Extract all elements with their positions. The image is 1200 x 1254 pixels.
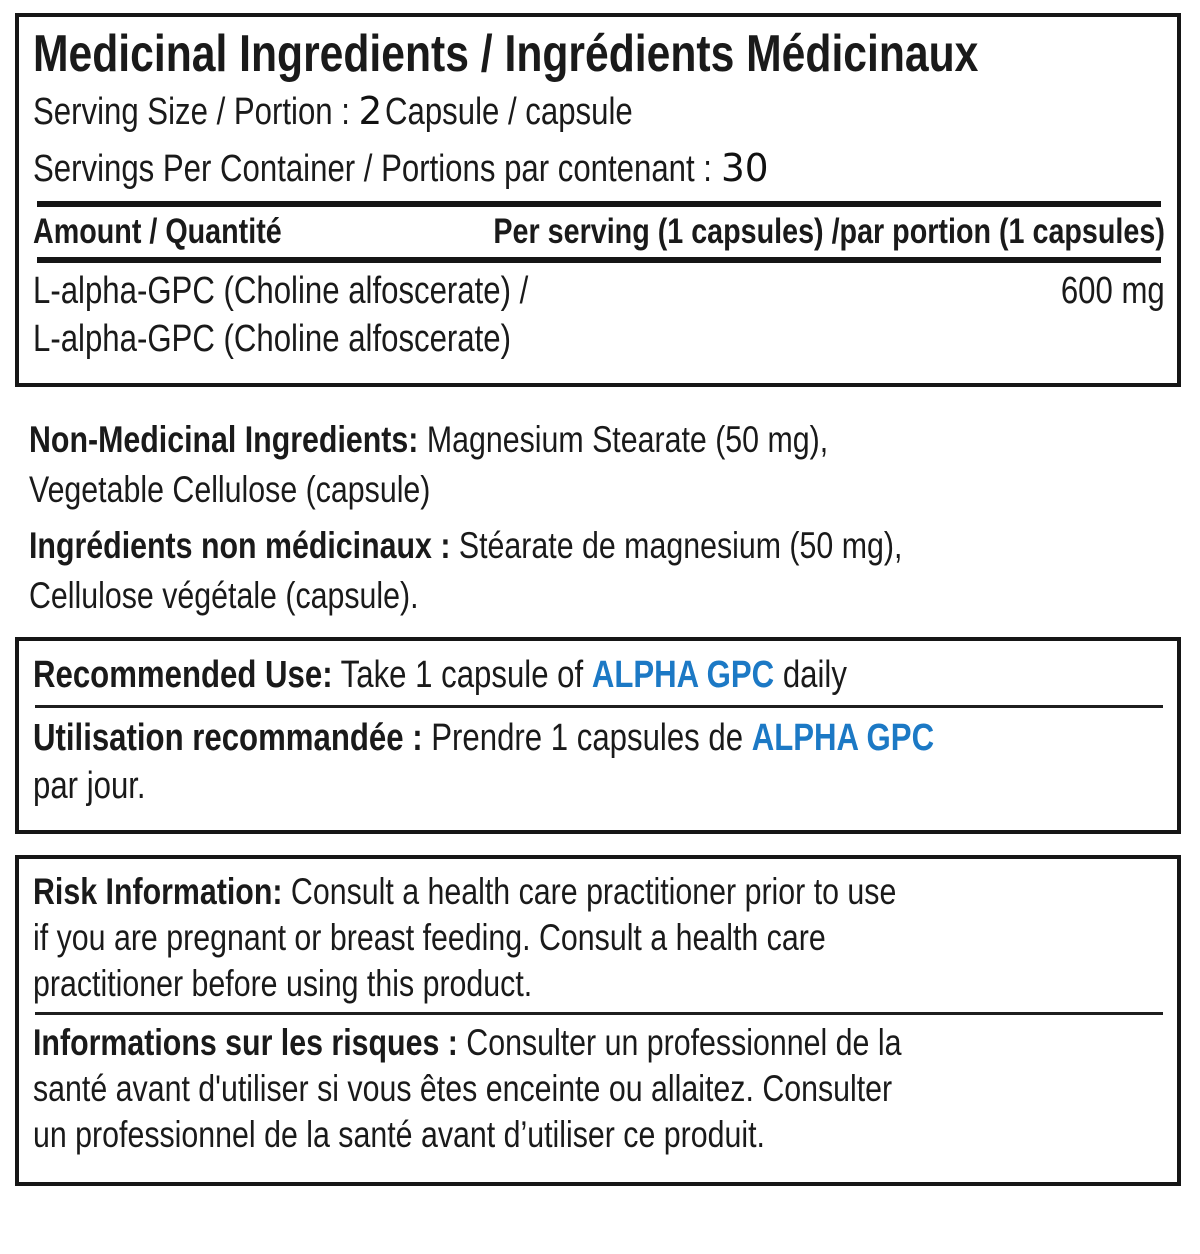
per-serving-header: Per serving (1 capsules) /par portion (1 capsules) <box>493 212 1165 251</box>
recommended-use-fr-line1 <box>33 714 1165 762</box>
non-medicinal-en-text2: Vegetable Cellulose (capsule) <box>29 469 431 510</box>
non-medicinal-fr-line1 <box>29 521 1181 571</box>
risk-fr-line3 <box>33 1112 1165 1158</box>
ingredient-name-line1: L-alpha-GPC (Choline alfoscerate) / <box>33 270 529 312</box>
risk-information-panel <box>15 855 1181 1186</box>
non-medicinal-en-line1 <box>29 415 1181 465</box>
brand-name-fr: ALPHA GPC <box>751 717 935 759</box>
non-medicinal-fr-label: Ingrédients non médicinaux : <box>29 525 451 566</box>
ingredient-row-line2 <box>33 315 1165 363</box>
risk-en-text1: Consult a health care practitioner prior to use <box>282 871 897 912</box>
risk-en-text2: if you are pregnant or breast feeding. Consult a health care <box>33 917 826 958</box>
ingredient-name-line2: L-alpha-GPC (Choline alfoscerate) <box>33 318 512 360</box>
risk-en-line2 <box>33 915 1165 961</box>
ingredient-amount: 600 mg <box>1061 270 1165 312</box>
medicinal-ingredients-panel <box>15 13 1181 387</box>
risk-fr-text1: Consulter un professionnel de la <box>457 1022 902 1063</box>
recommended-use-en-text-after: daily <box>774 654 847 696</box>
serving-size-unit: Capsule / capsule <box>384 91 633 133</box>
non-medicinal-en-label: Non-Medicinal Ingredients: <box>29 419 419 460</box>
serving-size-value: 2 <box>358 89 383 133</box>
recommended-use-en-line <box>33 651 1165 699</box>
panel-title <box>33 25 1165 83</box>
panel-title-text: Medicinal Ingredients / Ingrédients Médicinaux <box>33 25 979 83</box>
non-medicinal-section <box>15 415 1181 621</box>
table-rule-top <box>37 201 1161 207</box>
recommended-use-fr-line2 <box>33 762 1165 810</box>
risk-en-label: Risk Information: <box>33 871 283 912</box>
serving-size-line <box>33 83 1165 140</box>
non-medicinal-fr-text: Stéarate de magnesium (50 mg), <box>450 525 903 566</box>
non-medicinal-fr-line2 <box>29 571 1181 621</box>
risk-en-text3: practitioner before using this product. <box>33 963 533 1004</box>
risk-en-line3 <box>33 961 1165 1007</box>
risk-fr-text3: un professionnel de la santé avant d’utiliser ce produit. <box>33 1114 765 1155</box>
servings-per-container-label: Servings Per Container / Portions par contenant : <box>33 148 721 190</box>
risk-fr-text2: santé avant d'utiliser si vous êtes enceinte ou allaitez. Consulter <box>33 1068 893 1109</box>
non-medicinal-en-text: Magnesium Stearate (50 mg), <box>418 419 829 460</box>
servings-per-container-value: 30 <box>720 146 769 190</box>
ingredient-row <box>33 267 1165 315</box>
non-medicinal-fr-text2: Cellulose végétale (capsule). <box>29 575 419 616</box>
risk-en-line1 <box>33 869 1165 915</box>
recommended-use-divider <box>35 705 1163 708</box>
table-header-row <box>33 211 1165 253</box>
amount-header: Amount / Quantité <box>33 212 282 251</box>
risk-fr-label: Informations sur les risques : <box>33 1022 458 1063</box>
recommended-use-en-text: Take 1 capsule of <box>332 654 592 696</box>
servings-per-container-line <box>33 140 1165 197</box>
brand-name-en: ALPHA GPC <box>591 654 775 696</box>
recommended-use-panel <box>15 637 1181 834</box>
risk-fr-line1 <box>33 1020 1165 1066</box>
table-rule-bottom <box>37 257 1161 263</box>
non-medicinal-en-line2 <box>29 465 1181 515</box>
risk-divider <box>35 1012 1163 1015</box>
serving-size-label: Serving Size / Portion : <box>33 91 359 133</box>
risk-fr-line2 <box>33 1066 1165 1112</box>
recommended-use-fr-text: Prendre 1 capsules de <box>422 717 752 759</box>
recommended-use-fr-label: Utilisation recommandée : <box>33 717 423 759</box>
recommended-use-en-label: Recommended Use: <box>33 654 333 696</box>
recommended-use-fr-text2: par jour. <box>33 765 146 807</box>
